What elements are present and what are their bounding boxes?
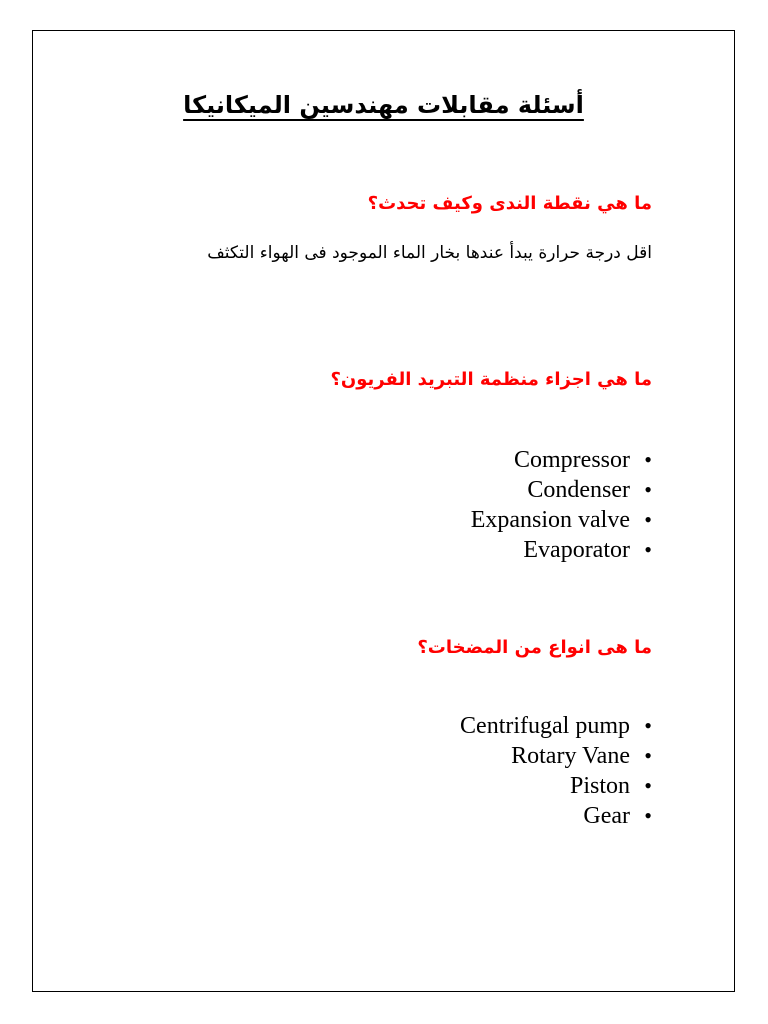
question-dew-point: ما هي نقطة الندى وكيف تحدث؟ [367,193,652,214]
list-item [471,445,652,475]
list-item [471,535,652,565]
list-item [460,741,652,771]
page-title: أسئلة مقابلات مهندسين الميكانيكا [183,91,584,119]
bullet-icon: • [644,477,652,502]
list-item-label: Expansion valve [470,507,630,533]
pump-types-list [460,711,652,831]
bullet-icon: • [644,507,652,532]
bullet-icon: • [644,537,652,562]
bullet-icon: • [644,803,652,828]
list-item-label: Condenser [527,477,630,503]
bullet-icon: • [644,773,652,798]
answer-dew-point: اقل درجة حرارة يبدأ عندها بخار الماء الموجود فى الهواء التكثف [207,243,652,263]
list-item-label: Piston [569,773,630,799]
refrigeration-parts-list [470,445,652,565]
list-item [460,771,652,801]
bullet-icon: • [644,743,652,768]
list-item [470,505,652,535]
bullet-icon: • [644,713,652,738]
bullet-icon: • [644,447,652,472]
question-pump-types: ما هى انواع من المضخات؟ [417,637,652,658]
list-item-label: Centrifugal pump [460,713,630,739]
list-item [460,801,652,831]
list-item-label: Compressor [514,447,630,473]
list-item [471,475,652,505]
list-item-label: Evaporator [523,537,630,563]
document-page [32,30,735,992]
list-item-label: Gear [583,803,630,829]
list-item [460,711,652,741]
list-item-label: Rotary Vane [511,743,630,769]
question-refrigeration-parts: ما هي اجزاء منظمة التبريد الفريون؟ [330,369,652,390]
